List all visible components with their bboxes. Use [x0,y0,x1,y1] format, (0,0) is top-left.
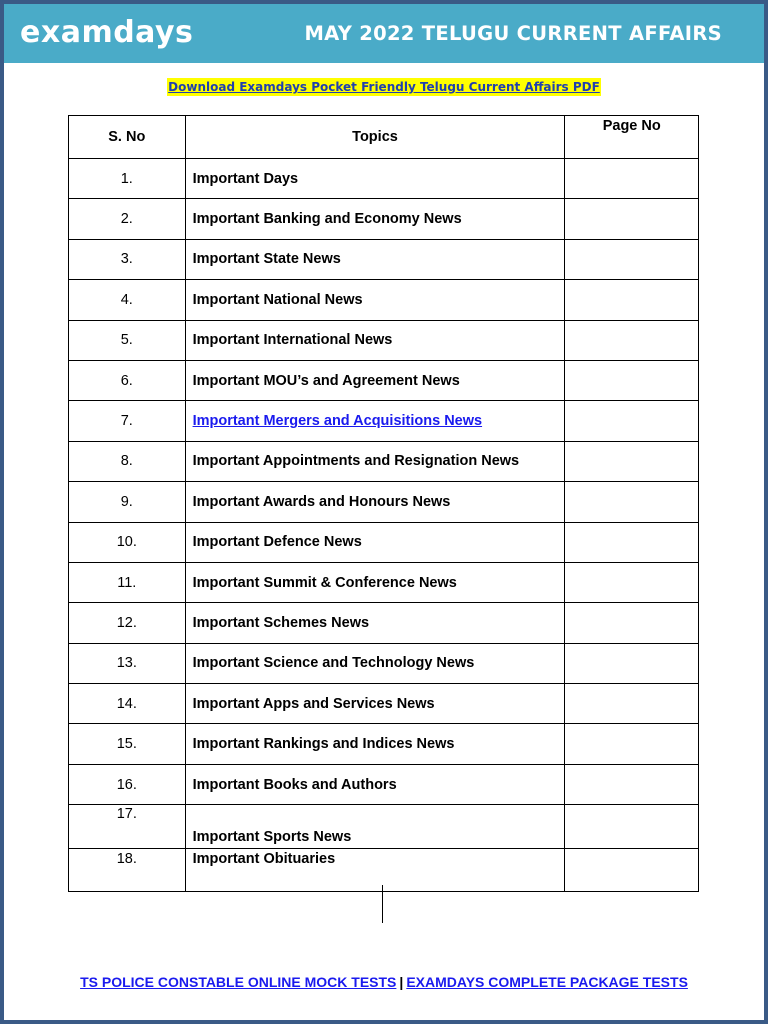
table-row [69,724,699,764]
table-row [69,684,699,724]
row-page-no [565,603,699,643]
row-page-no [565,159,699,199]
row-page-no [565,199,699,239]
row-sno: 11. [69,562,186,602]
row-page-no [565,684,699,724]
contents-table [68,115,699,892]
footer-links [0,972,768,992]
table-row [69,482,699,522]
row-topic: Important National News [185,280,565,320]
table-row [69,522,699,562]
row-topic: Important Science and Technology News [185,643,565,683]
row-sno: 10. [69,522,186,562]
row-page-no [565,239,699,279]
table-row [69,360,699,400]
row-sno: 8. [69,441,186,481]
row-page-no [565,401,699,441]
mergers-acquisitions-link[interactable]: Important Mergers and Acquisitions News [192,413,483,430]
row-topic-cell [185,401,565,441]
row-sno: 2. [69,199,186,239]
row-topic: Important Appointments and Resignation News [185,441,565,481]
table-row [69,239,699,279]
table-row [69,848,699,891]
row-sno: 5. [69,320,186,360]
download-link-wrapper [0,78,768,96]
table-row [69,159,699,199]
row-sno: 17. [69,805,186,848]
header-sno: S. No [69,116,186,159]
table-row [69,562,699,602]
complete-package-tests-link[interactable]: EXAMDAYS COMPLETE PACKAGE TESTS [406,974,688,990]
row-page-no [565,724,699,764]
row-page-no [565,360,699,400]
row-topic: Important Sports News [185,805,565,848]
row-page-no [565,522,699,562]
row-sno: 1. [69,159,186,199]
row-page-no [565,320,699,360]
row-sno: 18. [69,848,186,891]
row-sno: 9. [69,482,186,522]
row-topic: Important State News [185,239,565,279]
header-page-no: Page No [565,116,699,159]
table-row [69,643,699,683]
row-topic: Important Banking and Economy News [185,199,565,239]
row-page-no [565,280,699,320]
header-topics: Topics [185,116,565,159]
row-topic: Important Rankings and Indices News [185,724,565,764]
row-topic: Important International News [185,320,565,360]
header-banner [4,4,764,63]
row-topic: Important MOU’s and Agreement News [185,360,565,400]
row-topic: Important Schemes News [185,603,565,643]
row-topic: Important Awards and Honours News [185,482,565,522]
row-topic: Important Apps and Services News [185,684,565,724]
row-page-no [565,643,699,683]
row-page-no [565,482,699,522]
download-pdf-link[interactable]: Download Examdays Pocket Friendly Telugu Current Affairs PDF [168,80,600,94]
row-sno: 13. [69,643,186,683]
row-sno: 15. [69,724,186,764]
row-page-no [565,764,699,804]
row-topic: Important Defence News [185,522,565,562]
ts-police-mock-tests-link[interactable]: TS POLICE CONSTABLE ONLINE MOCK TESTS [80,974,397,990]
row-page-no [565,441,699,481]
page-title: MAY 2022 TELUGU CURRENT AFFAIRS [304,22,722,45]
row-topic: Important Summit & Conference News [185,562,565,602]
row-page-no [565,805,699,848]
row-sno: 3. [69,239,186,279]
table-row [69,401,699,441]
table-row [69,764,699,804]
row-topic: Important Days [185,159,565,199]
table-row [69,320,699,360]
table-row [69,280,699,320]
table-row [69,199,699,239]
row-topic: Important Obituaries [185,848,565,891]
row-sno: 4. [69,280,186,320]
row-page-no [565,562,699,602]
table-row [69,805,699,848]
row-sno: 12. [69,603,186,643]
row-sno: 14. [69,684,186,724]
brand-logo[interactable]: examdays [20,15,194,50]
row-topic: Important Books and Authors [185,764,565,804]
row-page-no [565,848,699,891]
row-sno: 7. [69,401,186,441]
row-sno: 16. [69,764,186,804]
table-row [69,441,699,481]
footer-separator: | [399,974,404,990]
table-header-row [69,116,699,159]
table-row [69,603,699,643]
row-sno: 6. [69,360,186,400]
divider-line [382,885,383,923]
